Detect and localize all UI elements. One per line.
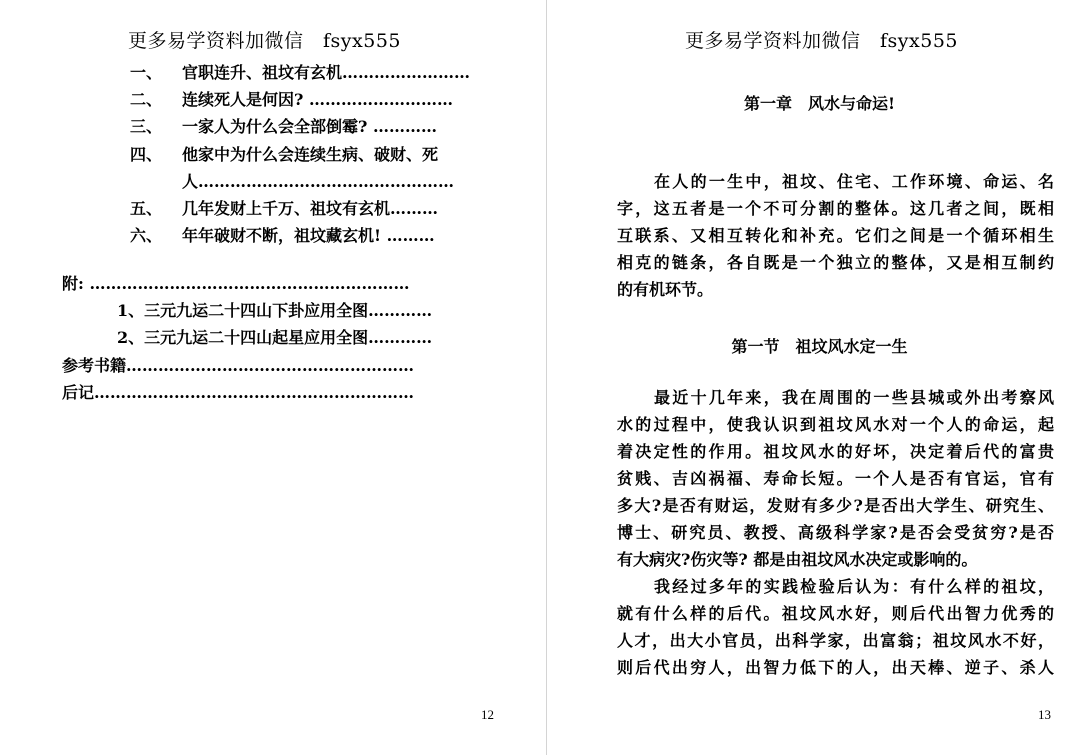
toc-item[interactable]	[0, 118, 546, 136]
toc-item-text: 年年破财不断，祖坟藏玄机! ………	[182, 227, 435, 245]
paragraph-line: 有大病灾?伤灾等? 都是由祖坟风水决定或影响的。	[617, 551, 978, 569]
page-header: 更多易学资料加微信 fsyx555	[128, 30, 401, 52]
appendix-heading[interactable]: 附: ……………………………………………………	[62, 275, 410, 293]
toc-item-number: 五、	[130, 199, 163, 218]
toc-item-number: 一、	[130, 63, 163, 82]
chapter-title: 第一章 风水与命运!	[743, 94, 896, 113]
section-title: 第一节 祖坟风水定一生	[731, 337, 908, 356]
toc-item-number: 四、	[130, 145, 163, 164]
appendix-item[interactable]: 1、三元九运二十四山下卦应用全图…………	[117, 302, 433, 320]
paragraph-line: 多大?是否有财运，发财有多少?是否出大学生、研究生、	[617, 497, 1054, 515]
page-header: 更多易学资料加微信 fsyx555	[685, 30, 958, 52]
postscript-entry[interactable]: 后记……………………………………………………	[62, 384, 415, 402]
paragraph-line: 就有什么样的后代。祖坟风水好，则后代出智力优秀的	[617, 605, 1054, 623]
paragraph-line: 最近十几年来，我在周围的一些县城或外出考察风	[654, 389, 1054, 407]
toc-item[interactable]	[0, 91, 546, 109]
paragraph-line: 水的过程中，使我认识到祖坟风水对一个人的命运，起	[617, 416, 1054, 434]
paragraph-line: 则后代出穷人，出智力低下的人，出天棒、逆子、杀人	[617, 659, 1054, 677]
toc-item-text: 他家中为什么会连续生病、破财、死	[182, 146, 439, 164]
paragraph-line: 贫贱、吉凶祸福、寿命长短。一个人是否有官运，官有	[617, 470, 1054, 488]
toc-item-number: 二、	[130, 90, 163, 109]
toc-item-text: 连续死人是何因? ………………………	[182, 91, 453, 109]
paragraph-line: 互联系、又相互转化和补充。它们之间是一个循环相生	[617, 227, 1054, 245]
paragraph-line: 我经过多年的实践检验后认为：有什么样的祖坟，	[654, 578, 1054, 596]
page-number: 12	[481, 707, 494, 722]
toc-item[interactable]	[0, 200, 546, 218]
paragraph-line: 人才，出大小官员，出科学家，出富翁；祖坟风水不好，	[617, 632, 1054, 650]
paragraph-line: 字，这五者是一个不可分割的整体。这几者之间，既相	[617, 200, 1054, 218]
toc-item[interactable]	[0, 173, 546, 191]
paragraph-line: 在人的一生中，祖坟、住宅、工作环境、命运、名	[654, 173, 1054, 191]
toc-item[interactable]	[0, 64, 546, 82]
toc-item-text: 几年发财上千万、祖坟有玄机………	[182, 200, 439, 218]
toc-item-text: 一家人为什么会全部倒霉? …………	[182, 118, 437, 136]
toc-item[interactable]	[0, 146, 546, 164]
paragraph-line: 相克的链条，各自既是一个独立的整体，又是相互制约	[617, 254, 1054, 272]
toc-item-number: 六、	[130, 226, 163, 245]
page-number: 13	[1038, 707, 1051, 722]
toc-item-text: 人…………………………………………	[182, 173, 455, 191]
paragraph-line: 博士、研究员、教授、高级科学家?是否会受贫穷?是否	[617, 524, 1054, 542]
appendix-item[interactable]: 2、三元九运二十四山起星应用全图…………	[117, 329, 433, 347]
toc-item[interactable]	[0, 227, 546, 245]
references-entry[interactable]: 参考书籍………………………………………………	[62, 357, 415, 375]
toc-item-text: 官职连升、祖坟有玄机……………………	[182, 64, 471, 82]
paragraph-line: 着决定性的作用。祖坟风水的好坏，决定着后代的富贵	[617, 443, 1054, 461]
right-page	[547, 0, 1092, 755]
toc-item-number: 三、	[130, 117, 163, 136]
paragraph-line: 的有机环节。	[617, 281, 714, 299]
